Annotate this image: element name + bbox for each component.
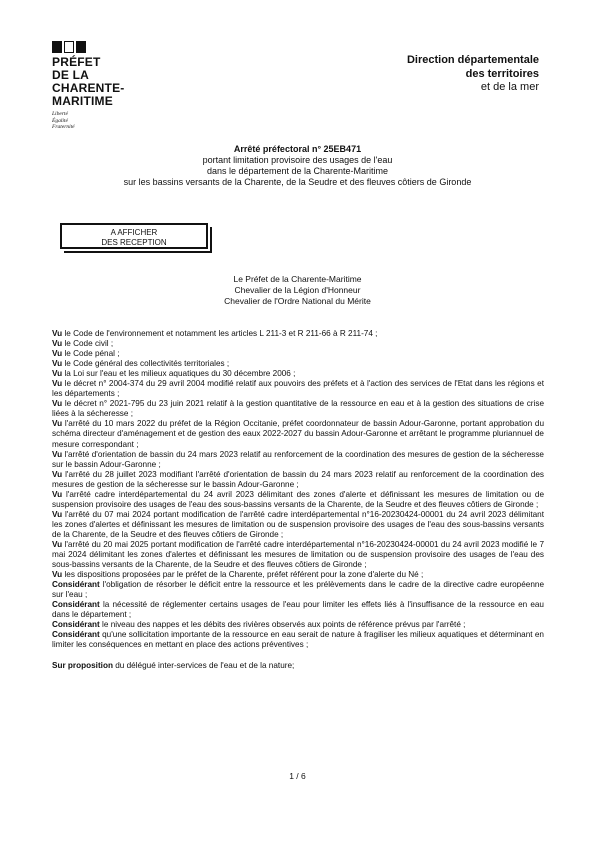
recital: Vu l'arrêté du 20 mai 2025 portant modification de l'arrêté cadre interdépartemental n°16-20230424-00001 du 24 avril 2023 modifié le 7 mai 2024 délimitant les zones d'alertes et définissant les mesures de limitation ou de suspension provisoire des usages de l'eau des sous-bassins versants de la Charente, de la Seudre et des fleuves côtiers de Gironde ; [52,539,544,570]
recital: Vu le Code civil ; [52,339,114,349]
directorate-line: et de la mer [480,81,539,93]
prefecture-logo [52,56,124,108]
stamp-line: DES RECEPTION [101,237,167,247]
decree-number: Arrêté préfectoral n° 25EB471 [233,144,362,154]
logo-line: PRÉFET [52,55,101,69]
authority-block [0,274,595,307]
recital: Vu l'arrêté cadre interdépartemental du 24 avril 2023 délimitant des zones d'alerte et définissant les mesures de limitation ou de suspension provisoire des usages de l'eau des sous-bassins versants de la Charente, de la Seudre et des fleuves côtiers de Gironde ; [52,489,544,509]
republic-flag-icon [52,41,86,53]
logo-line: MARITIME [52,94,113,108]
motto-line: Liberté [52,111,68,117]
proposal-line: Sur proposition du délégué inter-services de l'eau et de la nature; [52,660,295,670]
motto-line: Fraternité [52,124,75,130]
decree-title [0,144,595,188]
recital: Vu la Loi sur l'eau et les milieux aquatiques du 30 décembre 2006 ; [52,369,296,379]
page-number: 1 / 6 [289,771,306,781]
recital: Vu l'arrêté du 10 mars 2022 du préfet de la Région Occitanie, préfet coordonnateur de bassin Adour-Garonne, portant approbation du schéma directeur d'aménagement et de gestion des eaux 2022-2027 du bassin Adour-Garonne et arrêtant le programme pluriannuel de mesure correspondant ; [52,419,544,449]
recitals [52,329,544,671]
decree-subject: dans le département de la Charente-Maritime [206,166,389,176]
recital: Vu le Code de l'environnement et notamment les articles L 211-3 et R 211-66 à R 211-74 ; [52,329,378,338]
authority-line: Chevalier de la Légion d'Honneur [234,285,361,295]
recital: Vu les dispositions proposées par le préfet de la Charente, préfet référent pour la zone d'alerte du Né ; [52,570,424,580]
display-stamp [60,223,208,249]
recital: Considérant qu'une sollicitation importante de la ressource en eau serait de nature à fragiliser les milieux aquatiques et déterminant en limiter les conséquences en mettant en place des actions préventives ; [52,630,544,650]
recital: Vu l'arrêté du 07 mai 2024 portant modification de l'arrêté cadre interdépartemental n°16-20230424-00001 du 24 avril 2023 délimitant les zones d'alertes et définissant les mesures de limitation ou de suspension provisoire des usages de l'eau des sous-bassins versants de la Charente, de la Seudre et des fleuves côtiers de Gironde ; [52,509,544,539]
logo-line: CHARENTE- [52,81,125,95]
recital: Vu le Code général des collectivités territoriales ; [52,359,230,369]
republic-motto [52,111,75,131]
authority-line: Chevalier de l'Ordre National du Mérite [224,296,371,306]
recital: Vu le décret n° 2021-795 du 23 juin 2021 relatif à la gestion quantitative de la ressource en eau et à la gestion des situations de crise liées à la sécheresse ; [52,399,544,419]
decree-subject: sur les bassins versants de la Charente, de la Seudre et des fleuves côtiers de Gironde [123,177,472,187]
recital: Vu l'arrêté d'orientation de bassin du 24 mars 2023 relatif au renforcement de la coordination des mesures de gestion de la sécheresse sur le bassin Adour-Garonne ; [52,449,544,469]
recital: Considérant la nécessité de réglementer certains usages de l'eau pour limiter les effets liés à l'insuffisance de la ressource en eau dans le département ; [52,600,544,620]
authority-line: Le Préfet de la Charente-Maritime [233,274,362,284]
recital: Vu l'arrêté du 28 juillet 2023 modifiant l'arrêté d'orientation de bassin du 24 mars 2023 relatif au renforcement de la coordination des mesures de gestion de la sécheresse sur le bassin Adour-Garonne ; [52,469,544,489]
directorate-line: Direction départementale [406,54,539,66]
recital: Vu le Code pénal ; [52,349,120,359]
decree-subject: portant limitation provisoire des usages de l'eau [202,155,393,165]
directorate-line: des territoires [465,67,539,80]
recital: Considérant le niveau des nappes et les débits des rivières observés aux points de référence prévus par l'arrêté ; [52,620,466,630]
recital: Considérant l'obligation de résorber le déficit entre la ressource et les prélèvements dans le cadre de la directive cadre européenne sur l'eau ; [52,580,544,600]
issuing-directorate [407,54,539,95]
recital: Vu le décret n° 2004-374 du 29 avril 2004 modifié relatif aux pouvoirs des préfets et à l'action des services de l'Etat dans les régions et les départements ; [52,379,544,399]
logo-line: DE LA [52,68,89,82]
stamp-line: A AFFICHER [110,228,158,237]
motto-line: Égalité [52,117,68,124]
